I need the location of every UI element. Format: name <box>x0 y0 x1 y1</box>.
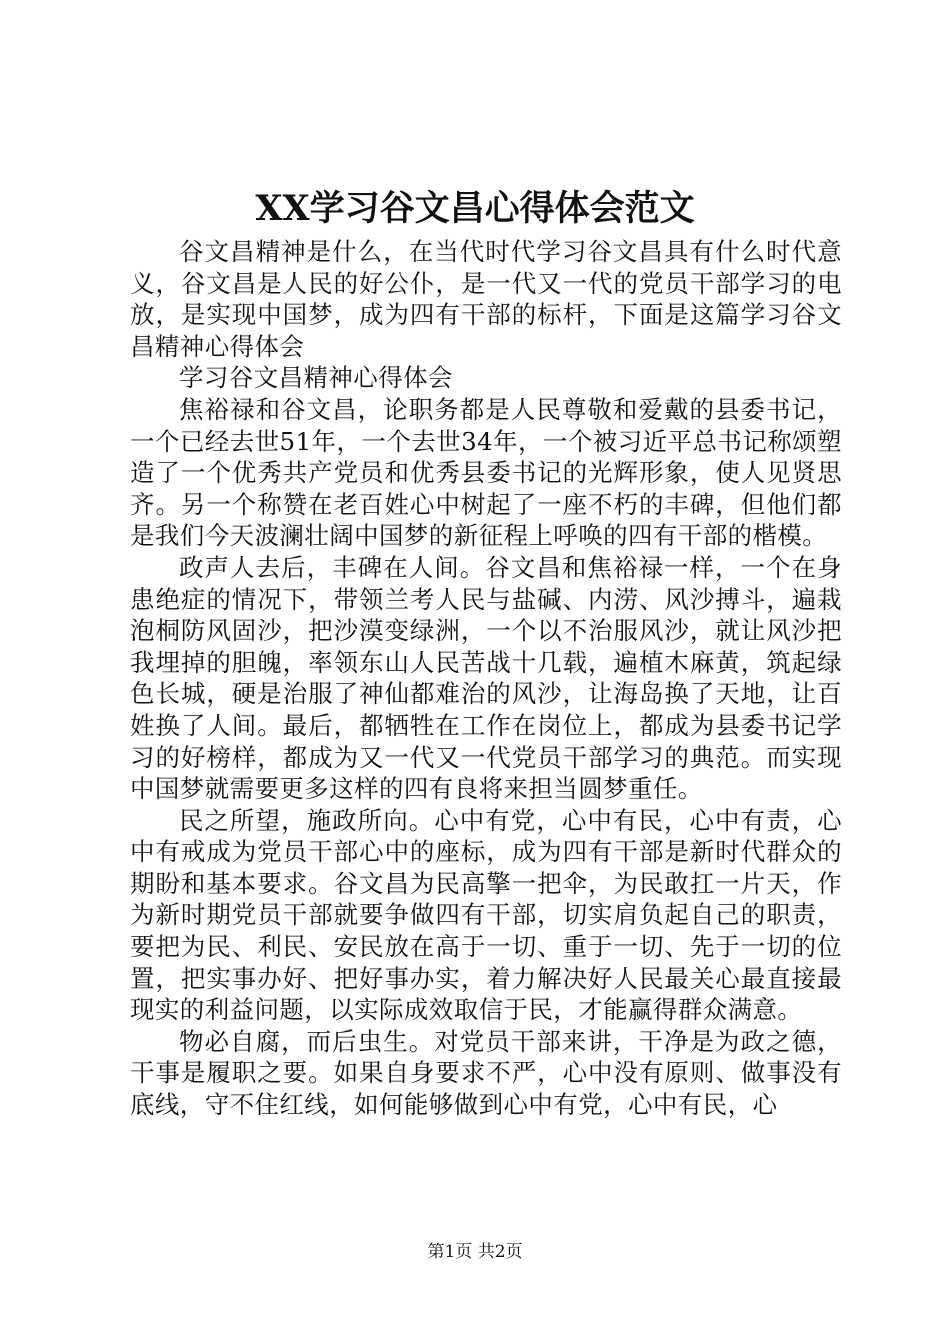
document-title: XX学习谷文昌心得体会范文 <box>255 188 695 229</box>
page-number-footer: 第1页 共2页 <box>427 1242 523 1262</box>
paragraph-1: 焦裕禄和谷文昌，论职务都是人民尊敬和爱戴的县委书记，一个已经去世51年，一个去世34年，一个被习近平总书记称颂塑造了一个优秀共产党员和优秀县委书记的光辉形象，使人见贤思齐。另一个称赞在老百姓心中树起了一座不朽的丰碑，但他们都是我们今天波澜壮阔中国梦的新征程上呼唤的四有干部的楷模。 <box>130 394 842 551</box>
paragraph-2: 政声人去后，丰碑在人间。谷文昌和焦裕禄一样，一个在身患绝症的情况下，带领兰考人民与盐碱、内涝、风沙搏斗，遍栽泡桐防风固沙，把沙漠变绿洲，一个以不治服风沙，就让风沙把我埋掉的胆魄，率领东山人民苦战十几载，遍植木麻黄，筑起绿色长城，硬是治服了神仙都难治的风沙，让海岛换了天地，让百姓换了人间。最后，都牺牲在工作在岗位上，都成为县委书记学习的好榜样，都成为又一代又一代党员干部学习的典范。而实现中国梦就需要更多这样的四有良将来担当圆梦重任。 <box>130 552 842 804</box>
document-body <box>130 236 842 1121</box>
paragraph-3: 民之所望，施政所向。心中有党，心中有民，心中有责，心中有戒成为党员干部心中的座标，成为四有干部是新时代群众的期盼和基本要求。谷文昌为民高擎一把伞，为民敢扛一片天，作为新时期党员干部就要争做四有干部，切实肩负起自己的职责，要把为民、利民、安民放在高于一切、重于一切、先于一切的位置，把实事办好、把好事办实，着力解决好人民最关心最直接最现实的利益问题，以实际成效取信于民，才能赢得群众满意。 <box>130 805 842 1025</box>
paragraph-subtitle: 学习谷文昌精神心得体会 <box>179 363 453 393</box>
paragraph-intro: 谷文昌精神是什么，在当代时代学习谷文昌具有什么时代意义，谷文昌是人民的好公仆，是一代又一代的党员干部学习的电放，是实现中国梦，成为四有干部的标杆，下面是这篇学习谷文昌精神心得体会 <box>130 237 842 361</box>
paragraph-4: 物必自腐，而后虫生。对党员干部来讲，干净是为政之德，干事是履职之要。如果自身要求不严，心中没有原则、做事没有底线，守不住红线，如何能够做到心中有党，心中有民，心 <box>130 1026 842 1120</box>
